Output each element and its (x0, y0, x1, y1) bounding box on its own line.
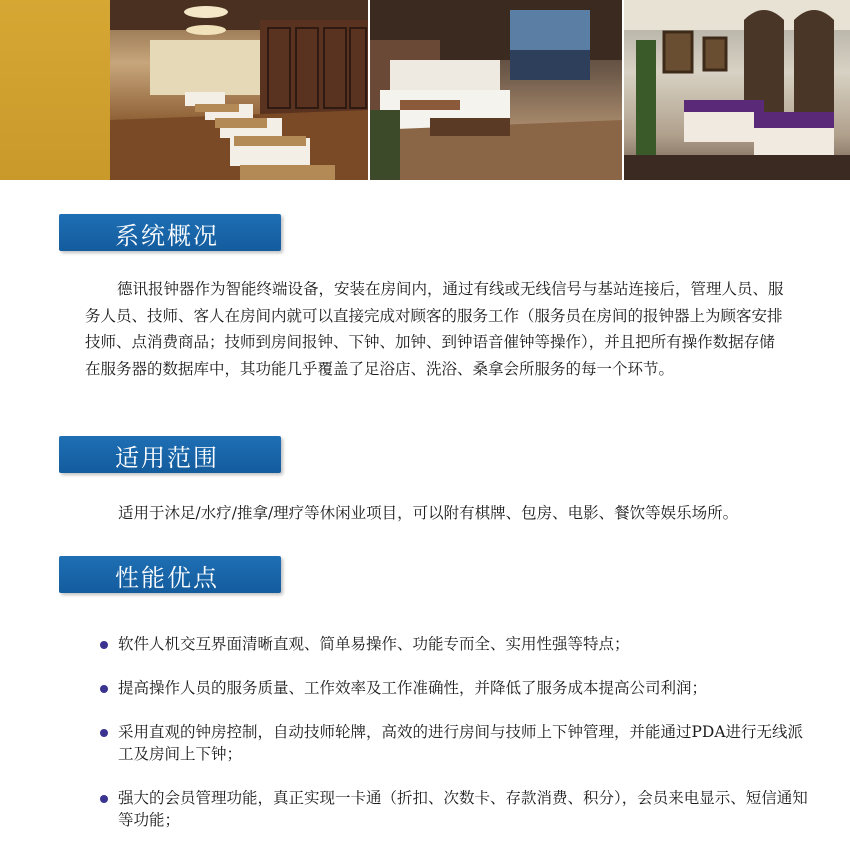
list-item (98, 721, 818, 765)
foot-spa-room-photo (110, 0, 368, 180)
overview-paragraph: 德讯报钟器作为智能终端设备，安装在房间内，通过有线或无线信号与基站连接后，管理人员、服务人员、技师、客人在房间内就可以直接完成对顾客的服务工作（服务员在房间的报钟器上为顾客安排技师、点消费商品；技师到房间报钟、下钟、加钟、到钟语音催钟等操作），并且把所有操作数据存储在服务器的数据库中，其功能几乎覆盖了足浴店、洗浴、桑拿会所服务的每一个环节。 (85, 280, 784, 378)
list-item (98, 633, 818, 655)
list-item-text: 采用直观的钟房控制，自动技师轮牌，高效的进行房间与技师上下钟管理，并能通过PDA进行无线派工及房间上下钟； (118, 723, 804, 763)
bullet-icon (100, 795, 108, 803)
bullet-icon (100, 641, 108, 649)
list-item-text: 提高操作人员的服务质量、工作效率及工作准确性，并降低了服务成本提高公司利润； (118, 679, 708, 697)
section-title: 性能优点 (115, 564, 219, 592)
section-title: 适用范围 (115, 444, 219, 472)
features-list (98, 633, 818, 831)
hotel-room-photo (370, 0, 622, 180)
section-header-scope (59, 436, 281, 473)
list-item (98, 677, 818, 699)
list-item-text: 软件人机交互界面清晰直观、简单易操作、功能专而全、实用性强等特点； (118, 635, 630, 653)
section-title: 系统概况 (115, 222, 219, 250)
gold-panel (0, 0, 110, 180)
list-item (98, 787, 818, 831)
section-header-features (59, 556, 281, 593)
section-header-overview (59, 214, 281, 251)
photo-strip (0, 0, 850, 180)
bullet-icon (100, 729, 108, 737)
scope-paragraph: 适用于沐足/水疗/推拿/理疗等休闲业项目，可以附有棋牌、包房、电影、餐饮等娱乐场所。 (118, 504, 739, 522)
list-item-text: 强大的会员管理功能，真正实现一卡通（折扣、次数卡、存款消费、积分），会员来电显示、短信通知等功能； (118, 789, 808, 829)
massage-room-photo (624, 0, 850, 180)
bullet-icon (100, 685, 108, 693)
